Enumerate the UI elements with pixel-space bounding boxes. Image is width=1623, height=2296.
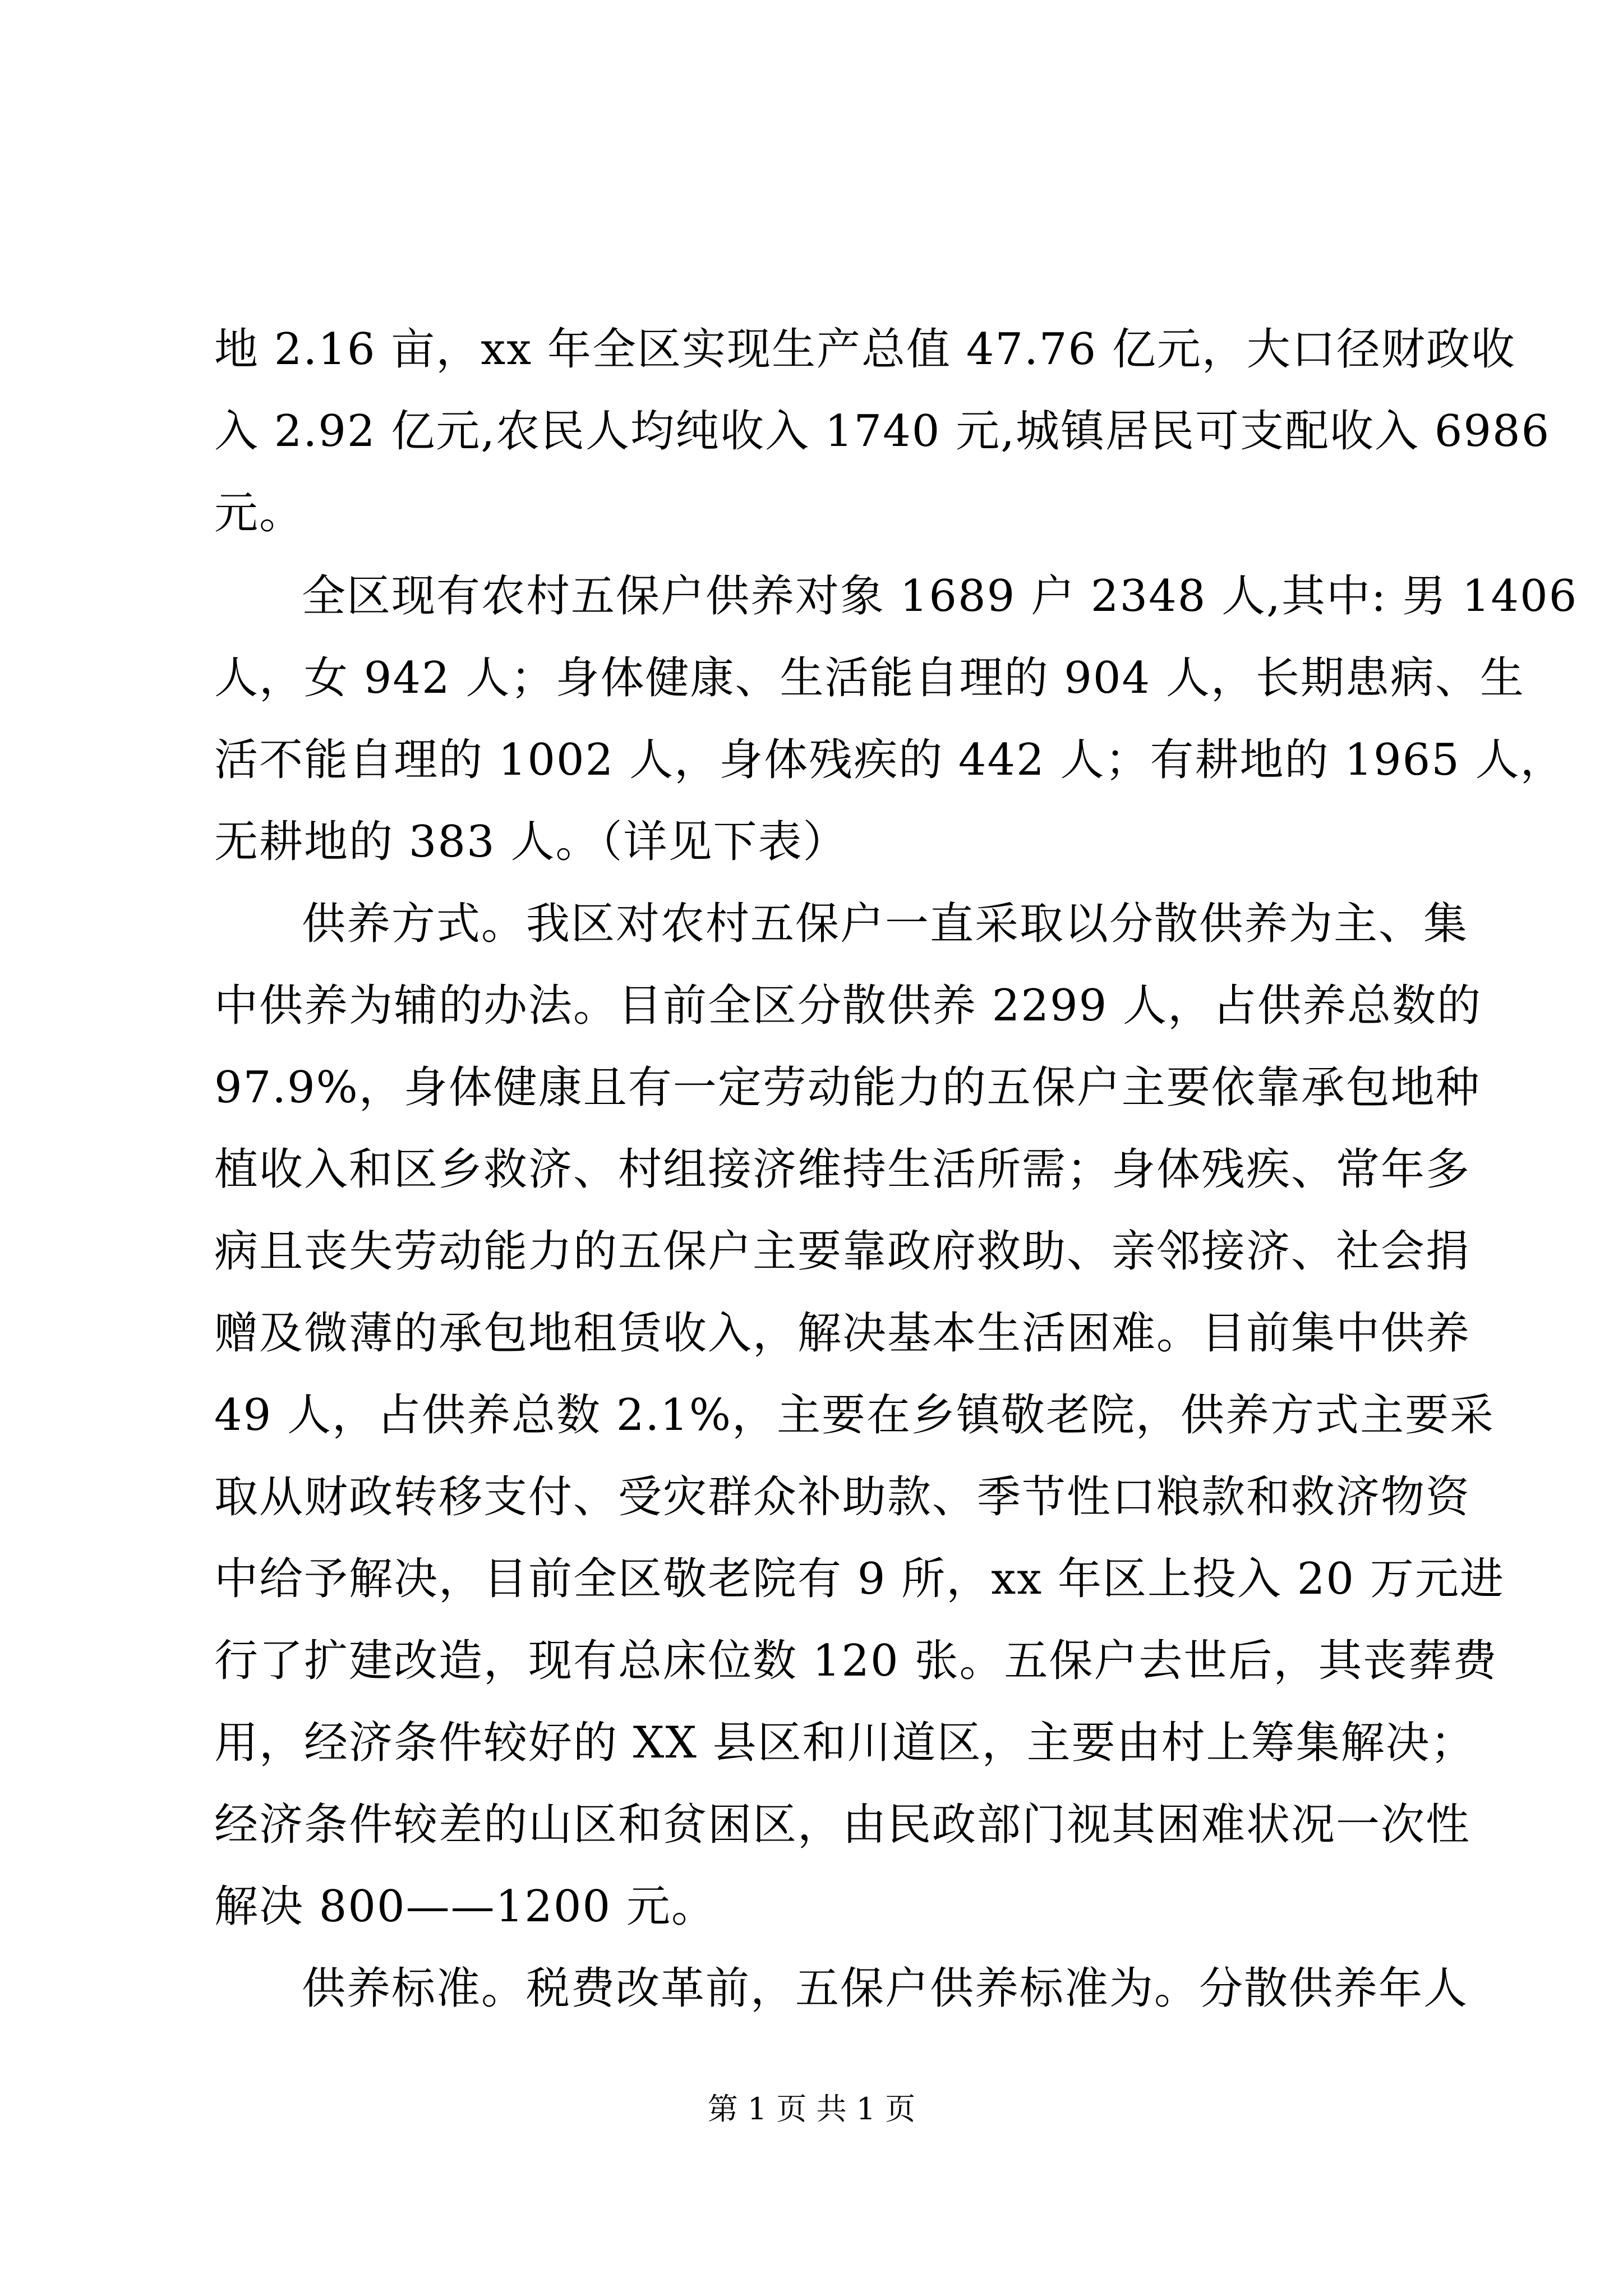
text-line: 解决 800——1200 元。 xyxy=(214,1881,716,1932)
text-line: 用，经济条件较好的 XX 县区和川道区，主要由村上筹集解决； xyxy=(214,1718,1476,1768)
text-line: 中给予解决，目前全区敬老院有 9 所，xx 年区上投入 20 万元进 xyxy=(214,1554,1505,1604)
text-line: 97.9%，身体健康且有一定劳动能力的五保户主要依靠承包地种 xyxy=(214,1062,1481,1113)
page-number-footer: 第 1 页 共 1 页 xyxy=(707,2091,916,2127)
text-line: 供养标准。税费改革前，五保户供养标准为。分散供养年人 xyxy=(302,1963,1469,2014)
text-line: 地 2.16 亩，xx 年全区实现生产总值 47.76 亿元，大口径财政收 xyxy=(214,324,1516,375)
text-line: 供养方式。我区对农村五保户一直采取以分散供养为主、集 xyxy=(302,899,1469,949)
text-line: 中供养为辅的办法。目前全区分散供养 2299 人，占供养总数的 xyxy=(214,981,1482,1031)
text-line: 无耕地的 383 人。（详见下表） xyxy=(214,817,848,867)
text-line: 取从财政转移支付、受灾群众补助款、季节性口粮款和救济物资 xyxy=(214,1472,1471,1522)
text-line: 经济条件较差的山区和贫困区，由民政部门视其困难状况一次性 xyxy=(214,1800,1471,1850)
text-line: 全区现有农村五保户供养对象 1689 户 2348 人,其中: 男 1406 xyxy=(302,571,1578,622)
text-line: 元。 xyxy=(214,488,305,539)
text-line: 植收入和区乡救济、村组接济维持生活所需；身体残疾、常年多 xyxy=(214,1144,1471,1195)
text-line: 活不能自理的 1002 人，身体残疾的 442 人；有耕地的 1965 人， xyxy=(214,735,1565,785)
text-line: 入 2.92 亿元,农民人均纯收入 1740 元,城镇居民可支配收入 6986 xyxy=(214,406,1551,457)
text-line: 赠及微薄的承包地租赁收入，解决基本生活困难。目前集中供养 xyxy=(214,1308,1471,1359)
text-line: 行了扩建改造，现有总床位数 120 张。五保户去世后，其丧葬费 xyxy=(214,1636,1498,1686)
text-line: 49 人，占供养总数 2.1%，主要在乡镇敬老院，供养方式主要采 xyxy=(214,1390,1495,1441)
text-line: 人，女 942 人；身体健康、生活能自理的 904 人，长期患病、生 xyxy=(214,653,1525,703)
text-line: 病且丧失劳动能力的五保户主要靠政府救助、亲邻接济、社会捐 xyxy=(214,1226,1471,1277)
